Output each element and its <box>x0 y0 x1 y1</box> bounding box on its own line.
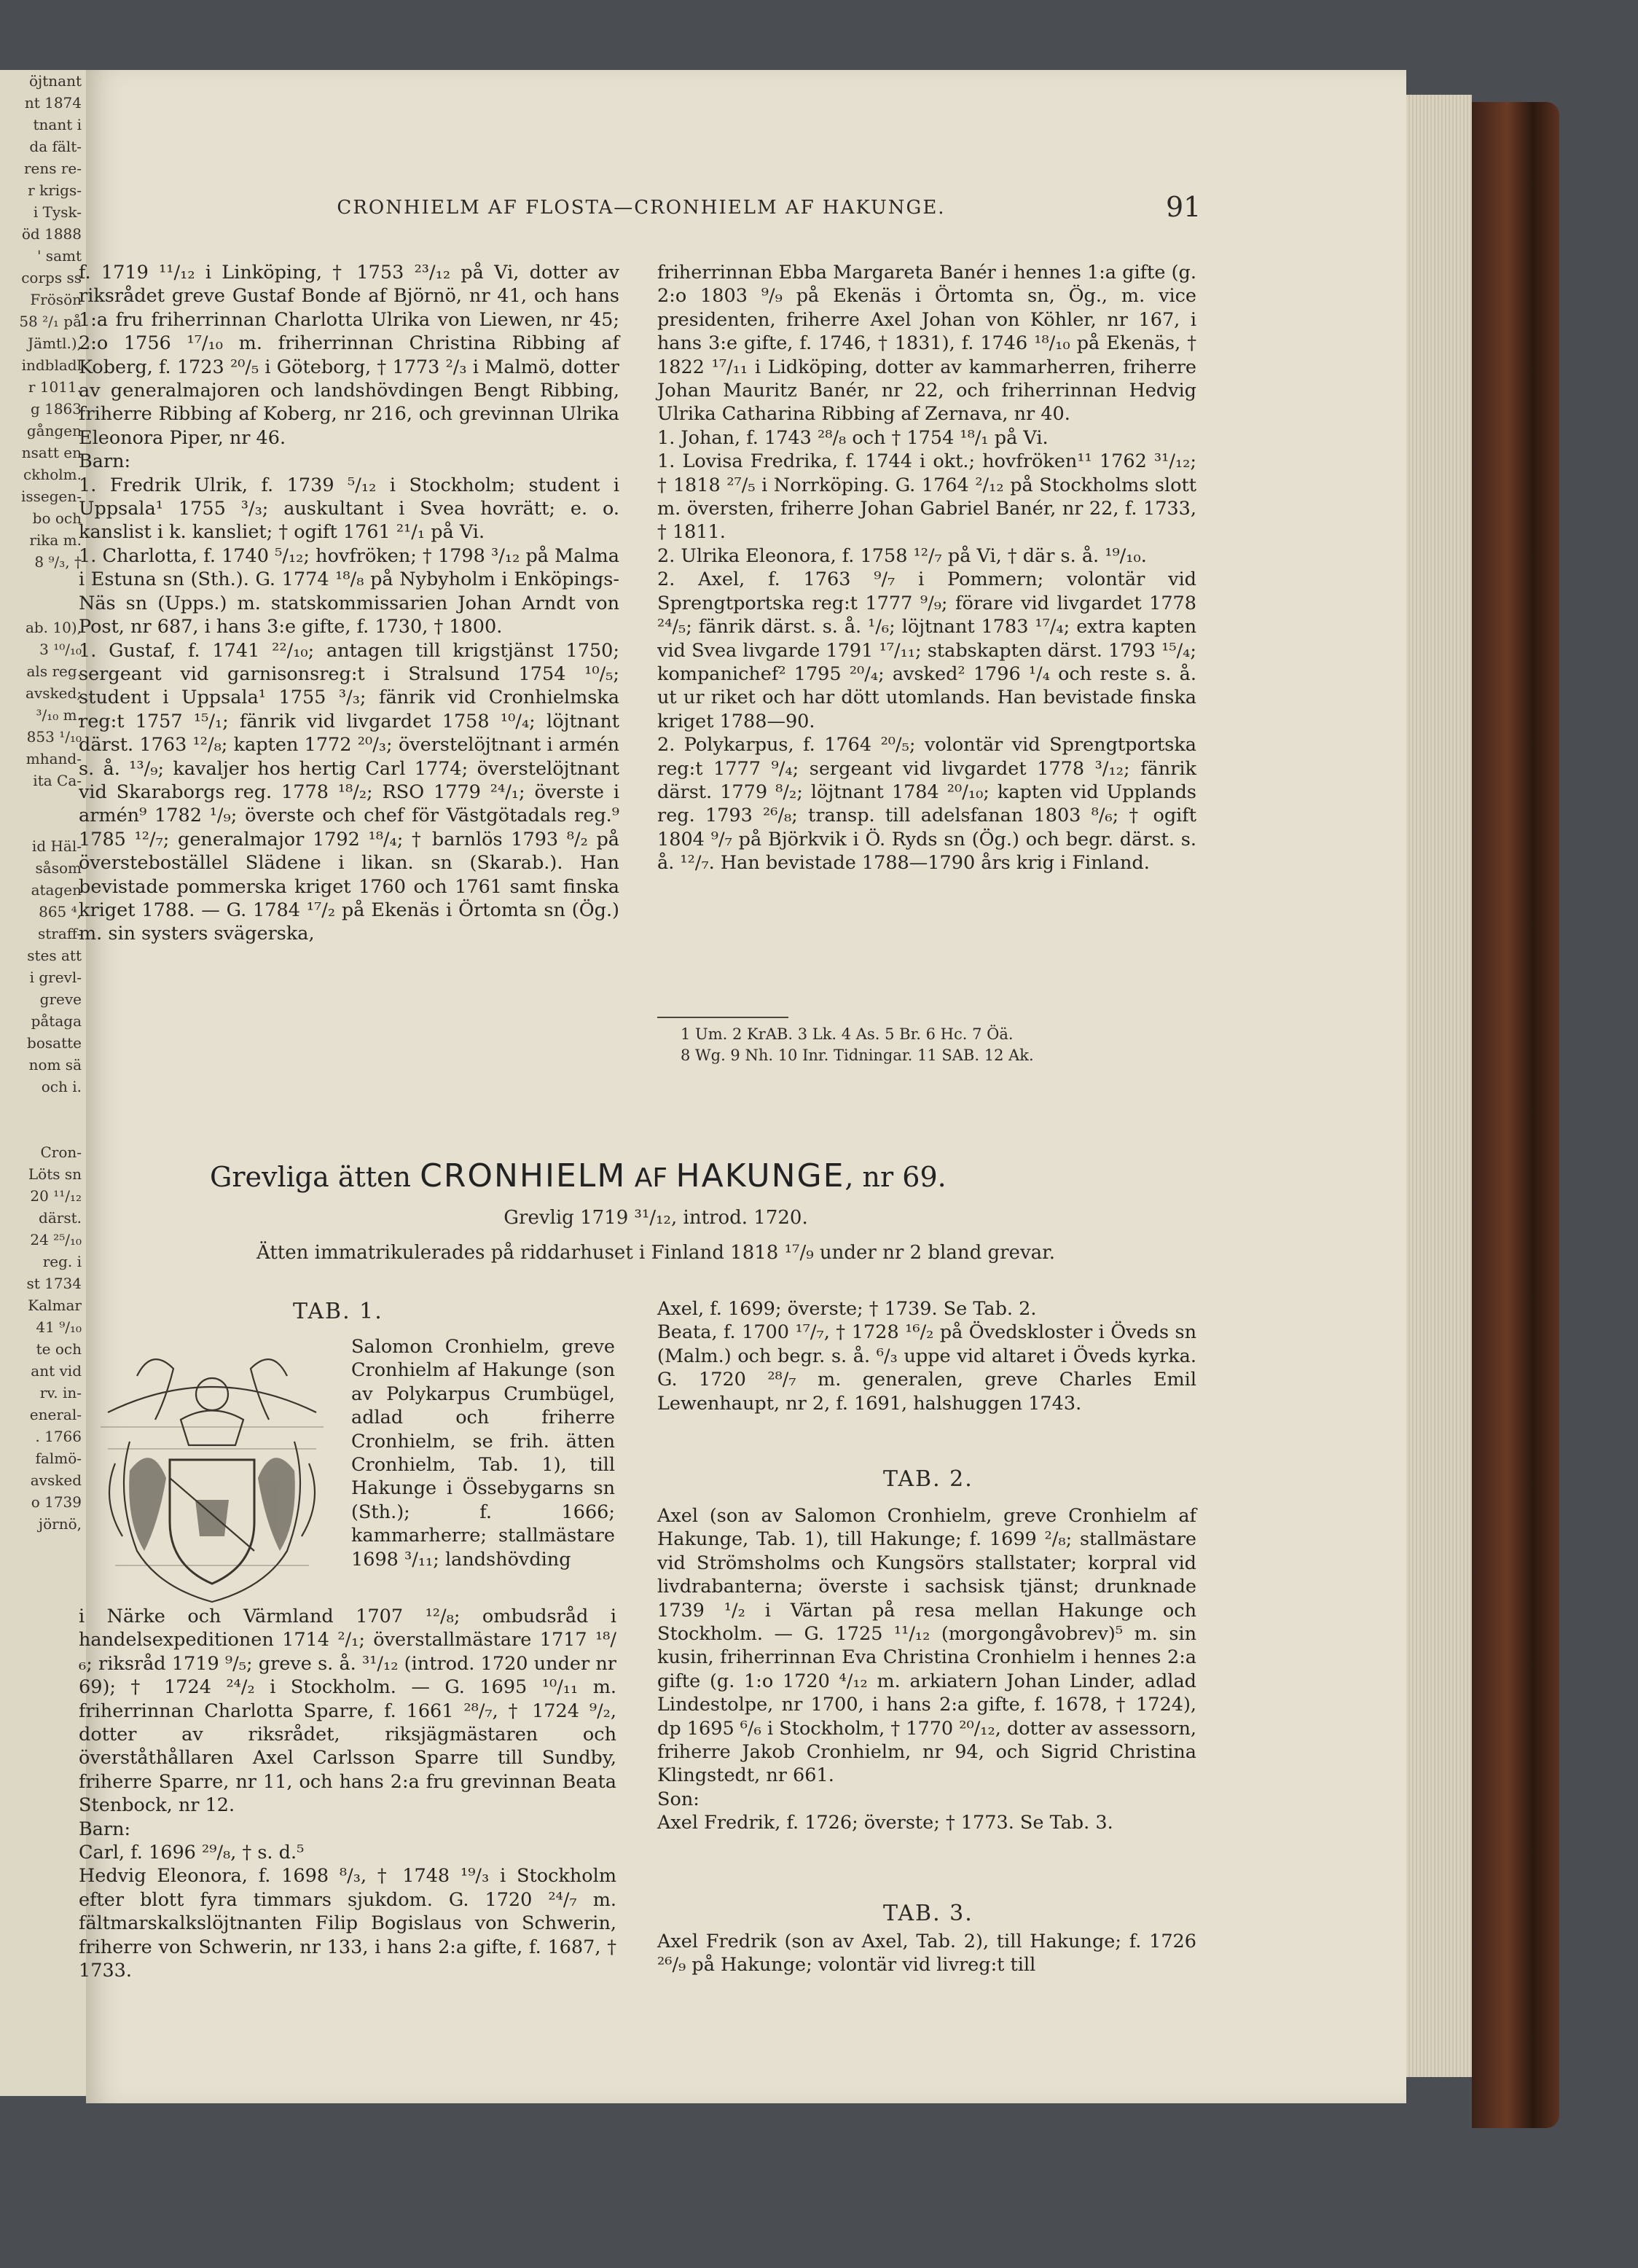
left-edge-line: påtaga <box>31 1012 82 1030</box>
left-edge-line: nom sä <box>28 1056 82 1074</box>
left-edge-line: ³/₁₀ m. <box>36 706 82 724</box>
left-edge-line: ab. 10), <box>25 619 82 636</box>
left-edge-line: nsatt en <box>21 444 82 461</box>
left-edge-line: 20 ¹¹/₁₂ <box>30 1187 82 1205</box>
left-edge-line: 3 ¹⁰/₁₀ <box>39 641 82 658</box>
family-heading <box>210 1157 1084 1194</box>
left-edge-line: als reg. <box>26 662 82 680</box>
left-edge-line: issegen- <box>20 488 82 505</box>
tab2-title: TAB. 2. <box>883 1466 973 1492</box>
footnotes: 1 Um. 2 KrAB. 3 Lk. 4 As. 5 Br. 6 Hc. 7 Öä. 8 Wg. 9 Nh. 10 Inr. Tidningar. 11 SAB. 12 Ak. <box>681 1025 1034 1064</box>
top-right-column: friherrinnan Ebba Margareta Banér i hennes 1:a gifte (g. 2:o 1803 ⁹/₉ på Ekenäs i Örtomta sn, Ög., m. vice presidenten, friherre Axel Johan von Köhler, nr 167, i hans 3:e gifte, f. 1746, † 1831), f. 1746 ¹⁸/₁₀ på Ekenäs, † 1822 ¹⁷/₁₁ i Lidköping, dotter av kammarherren, friherre Johan Mauritz Banér, nr 22, och friherrinnan Hedvig Ulrika Catharina Ribbing af Zernava, nr 40. 1. Johan, f. 1743 ²⁸/₈ och † 1754 ¹⁸/₁ på Vi. 1. Lovisa Fredrika, f. 1744 i okt.; hovfröken¹¹ 1762 ³¹/₁₂; † 1818 ²⁷/₅ i Norrköping. G. 1764 ²/₁₂ på Stockholms slott m. översten, friherre Johan Gabriel Banér, nr 22, f. 1733, † 1811. 2. Ulrika Eleonora, f. 1758 ¹²/₇ på Vi, † där s. å. ¹⁹/₁₀. 2. Axel, f. 1763 ⁹/₇ i Pommern; volontär vid Sprengtportska reg:t 1777 ⁹/₉; förare vid livgardet 1778 ²⁴/₅; fänrik därst. s. å. ¹/₆; löjtnant 1783 ¹⁷/₄; extra kapten vid Svea livgarde 1791 ¹⁷/₁₁; stabskapten därst. 1793 ¹⁵/₄; kompanichef² 1795 ²⁰/₄; avsked² 1796 ¹/₄ och reste s. å. ut ur riket och har dött utomlands. Han bevistade finska kriget 1788—90. 2. Polykarpus, f. 1764 ²⁰/₅; volontär vid Sprengtportska reg:t 1777 ⁹/₄; sergeant vid livgardet 1778 ³/₁₂; fänrik därst. 1779 ⁸/₂; löjtnant 1784 ²⁰/₁₀; kapten vid Upplands reg. 1793 ²⁶/₈; transp. till adelsfanan 1803 ⁸/₆; † ogift 1804 ⁹/₇ på Björkvik i Ö. Ryds sn (Ög.) och begr. därst. s. å. ¹²/₇. Han bevistade 1788—1790 års krig i Finland. <box>657 262 1196 875</box>
left-edge-line: tnant i <box>33 116 82 133</box>
left-edge-line: 853 ¹/₁₀ <box>26 728 82 746</box>
tab1-children-continued: Axel, f. 1699; överste; † 1739. Se Tab. 2. Beata, f. 1700 ¹⁷/₇, † 1728 ¹⁶/₂ på Övedskloster i Öveds sn (Malm.) och begr. s. å. ⁶/₃ uppe vid altaret i Öveds kyrka. G. 1720 ²⁸/₇ m. generalen, greve Charles Emil Lewenhaupt, nr 2, f. 1691, halshuggen 1743. <box>657 1298 1196 1415</box>
left-edge-line <box>0 1119 82 1141</box>
left-page-edge <box>0 70 87 2096</box>
finland-line: Ätten immatrikulerades på riddarhuset i Finland 1818 ¹⁷/₉ under nr 2 bland grevar. <box>256 1242 1055 1264</box>
family-heading-af: AF <box>626 1163 676 1193</box>
tab2-text: Axel (son av Salomon Cronhielm, greve Cronhielm af Hakunge, Tab. 1), till Hakunge; f. 1699 ²/₈; stallmästare vid Strömsholms och Kungsörs stallstater; korpral vid livdrabanterna; överste i sachsisk tjänst; drunknade 1739 ¹/₂ i Värtan på resa mellan Hakunge och Stockholm. — G. 1725 ¹¹/₁₂ (morgongåvobrev)⁵ m. sin kusin, friherrinnan Eva Christina Cronhielm i hennes 2:a gifte (g. 1:o 1720 ⁴/₁₂ m. arkiatern Johan Linder, adlad Lindestolpe, nr 1700, i hans 2:a gifte, f. 1678, † 1724), dp 1695 ⁶/₆ i Stockholm, † 1770 ²⁰/₁₂, dotter av assessorn, friherre Jakob Cronhielm, nr 94, och Sigrid Christina Klingstedt, nr 661. Son: Axel Fredrik, f. 1726; överste; † 1773. Se Tab. 3. <box>657 1505 1196 1834</box>
family-heading-suffix: , nr 69. <box>845 1161 947 1193</box>
left-edge-line: ' samt <box>36 247 82 265</box>
left-edge-line: nt 1874 <box>24 94 82 112</box>
family-heading-prefix: Grevliga ätten <box>210 1161 420 1193</box>
left-edge-line: gången <box>26 422 82 439</box>
left-edge-line: Jämtl.), <box>28 335 82 352</box>
footnote-rule <box>657 1017 788 1018</box>
family-heading-place: HAKUNGE <box>675 1157 845 1194</box>
left-edge-line: såsom <box>35 859 82 877</box>
left-edge-line: Cron- <box>40 1143 82 1161</box>
left-edge-line: Löts sn <box>28 1165 82 1183</box>
left-edge-line: ant vid <box>31 1362 82 1380</box>
left-edge-line: ita Ca- <box>33 772 82 789</box>
page-fore-edge <box>1406 95 1472 2077</box>
left-edge-line: corps ss <box>21 269 82 286</box>
left-edge-line: reg. i <box>42 1253 82 1270</box>
left-edge-line: eneral- <box>29 1406 82 1423</box>
left-edge-line: Kalmar <box>28 1297 82 1314</box>
left-edge-line: rv. in- <box>39 1384 82 1401</box>
left-edge-line: indbladl <box>21 356 82 374</box>
left-edge-line: r krigs- <box>28 181 82 199</box>
tab3-text: Axel Fredrik (son av Axel, Tab. 2), till Hakunge; f. 1726 ²⁶/₉ på Hakunge; volontär vid livreg:t till <box>657 1931 1196 1976</box>
left-edge-line: st 1734 <box>26 1275 82 1292</box>
left-edge-line: r 1011. <box>28 378 82 396</box>
left-edge-line: Frösön <box>30 291 82 308</box>
left-edge-line: öjtnant <box>28 72 82 90</box>
left-edge-line <box>0 573 82 595</box>
left-edge-line: 58 ²/₁ på <box>19 313 82 330</box>
tab1-title: TAB. 1. <box>293 1299 383 1324</box>
tab3-title: TAB. 3. <box>883 1901 973 1926</box>
left-edge-line: da fält- <box>29 138 82 155</box>
left-edge-line: i Tysk- <box>33 203 82 221</box>
left-edge-line: o 1739 <box>31 1493 82 1511</box>
left-edge-line: 24 ²⁵/₁₀ <box>30 1231 82 1248</box>
left-edge-line: ckholm. <box>23 466 82 483</box>
coat-of-arms-icon <box>86 1332 338 1609</box>
left-edge-line: 865 ⁴, <box>39 903 82 920</box>
left-edge-line: och i. <box>41 1078 82 1095</box>
left-edge-line: atagen <box>31 881 82 899</box>
left-edge-line: . 1766 <box>35 1428 82 1445</box>
left-edge-line: g 1863 <box>30 400 82 418</box>
left-edge-line: mhand- <box>26 750 82 767</box>
left-edge-line <box>0 791 82 813</box>
left-edge-line: rens re- <box>23 160 82 177</box>
left-edge-line: avsked; <box>26 684 82 702</box>
left-edge-line <box>0 595 82 617</box>
ennoblement-line: Grevlig 1719 ³¹/₁₂, introd. 1720. <box>503 1207 808 1229</box>
book-cover-spine <box>1472 102 1559 2128</box>
left-edge-line: i grevl- <box>29 969 82 986</box>
left-edge-line: id Häl- <box>31 837 82 855</box>
left-edge-line: jörnö, <box>38 1515 82 1533</box>
left-edge-line: rika m. <box>29 531 82 549</box>
tab1-intro-continued: i Närke och Värmland 1707 ¹²/₈; ombudsråd i handelsexpeditionen 1714 ²/₁; överstallmästare 1717 ¹⁸/₆; riksråd 1719 ⁹/₅; greve s. å. ³¹/₁₂ (introd. 1720 under nr 69); † 1724 ²⁴/₂ i Stockholm. — G. 1695 ¹⁰/₁₁ m. friherrinnan Charlotta Sparre, f. 1661 ²⁸/₇, † 1724 ⁹/₂, dotter av riksrådet, riksjägmästaren och överståthållaren Axel Carlsson Sparre till Sundby, friherre Sparre, nr 11, och hans 2:a fru grevinnan Beata Stenbock, nr 12. Barn: Carl, f. 1696 ²⁹/₈, † s. d.⁵ Hedvig Eleonora, f. 1698 ⁸/₃, † 1748 ¹⁹/₃ i Stockholm efter blott fyra timmars sjukdom. G. 1720 ²⁴/₇ m. fältmarskalkslöjtnanten Filip Bogislaus von Schwerin, friherre von Schwerin, nr 133, i hans 2:a gifte, f. 1687, † 1733. <box>79 1606 616 1982</box>
left-edge-line: straff- <box>37 925 82 942</box>
page-number: 91 <box>1166 191 1202 223</box>
left-edge-line <box>0 1098 82 1119</box>
left-edge-line: stes att <box>27 947 82 964</box>
left-edge-line <box>0 813 82 835</box>
left-edge-line: avsked <box>30 1471 82 1489</box>
left-edge-line: bo och <box>32 509 82 527</box>
left-edge-line: falmö- <box>35 1450 82 1467</box>
left-edge-line: öd 1888 <box>21 225 82 243</box>
left-edge-line: 41 ⁹/₁₀ <box>36 1318 82 1336</box>
top-left-column: f. 1719 ¹¹/₁₂ i Linköping, † 1753 ²³/₁₂ på Vi, dotter av riksrådet greve Gustaf Bonde af Björnö, nr 41, och hans 1:a fru friherrinnan Charlotta Ulrika von Liewen, nr 45; 2:o 1756 ¹⁷/₁₀ m. friherrinnan Christina Ribbing af Koberg, f. 1723 ²⁰/₅ i Göteborg, † 1773 ²/₃ i Malmö, dotter av generalmajoren och landshövdingen Bengt Ribbing, friherre Ribbing af Koberg, nr 216, och grevinnan Ulrika Eleonora Piper, nr 46. Barn: 1. Fredrik Ulrik, f. 1739 ⁵/₁₂ i Stockholm; student i Uppsala¹ 1755 ³/₃; auskultant i Svea hovrätt; e. o. kanslist i k. kansliet; † ogift 1761 ²¹/₁ på Vi. 1. Charlotta, f. 1740 ⁵/₁₂; hovfröken; † 1798 ³/₁₂ på Malma i Estuna sn (Sth.). G. 1774 ¹⁸/₈ på Nybyholm i Enköpings-Näs sn (Upps.) m. statskommissarien Johan Arndt von Post, nr 687, i hans 3:e gifte, f. 1730, † 1800. 1. Gustaf, f. 1741 ²²/₁₀; antagen till krigstjänst 1750; sergeant vid garnisonsreg:t i Stralsund 1754 ¹⁰/₅; student i Uppsala¹ 1755 ³/₃; fänrik vid Cronhielmska reg:t 1757 ¹⁵/₁; fänrik vid livgardet 1758 ¹⁰/₄; löjtnant därst. 1763 ¹²/₈; kapten 1772 ²⁰/₃; överstelöjtnant i armén s. å. ¹³/₉; kavaljer hos hertig Carl 1774; överstelöjtnant vid Skaraborgs reg. 1778 ¹⁸/₂; RSO 1779 ²⁴/₁; överste i armén⁹ 1782 ¹/₉; överste och chef för Västgötadals reg.⁹ 1785 ¹²/₇; generalmajor 1792 ¹⁸/₄; † barnlös 1793 ⁸/₂ på översteboställel Slädene i likan. sn (Skarab.). Han bevistade pommerska kriget 1760 och 1761 samt finska kriget 1788. — G. 1784 ¹⁷/₂ på Ekenäs i Örtomta sn (Ög.) m. sin systers svägerska, <box>79 262 619 945</box>
left-edge-line: 8 ⁹/₃, † <box>34 553 82 571</box>
left-edge-line: bosatte <box>27 1034 82 1052</box>
tab1-intro-wrap: Salomon Cronhielm, greve Cronhielm af Hakunge (son av Polykarpus Crumbügel, adlad och friherre Cronhielm, se frih. ätten Cronhielm, Tab. 1), till Hakunge i Össebygarns sn (Sth.); f. 1666; kammarherre; stallmästare 1698 ³/₁₁; landshövding <box>351 1336 615 1571</box>
running-head: CRONHIELM AF FLOSTA—CRONHIELM AF HAKUNGE. <box>337 197 946 219</box>
left-edge-line: te och <box>36 1340 82 1358</box>
left-page-clipped-text <box>0 70 82 1535</box>
left-edge-line: greve <box>39 990 82 1008</box>
family-heading-name: CRONHIELM <box>420 1157 627 1194</box>
left-edge-line: därst. <box>39 1209 82 1227</box>
